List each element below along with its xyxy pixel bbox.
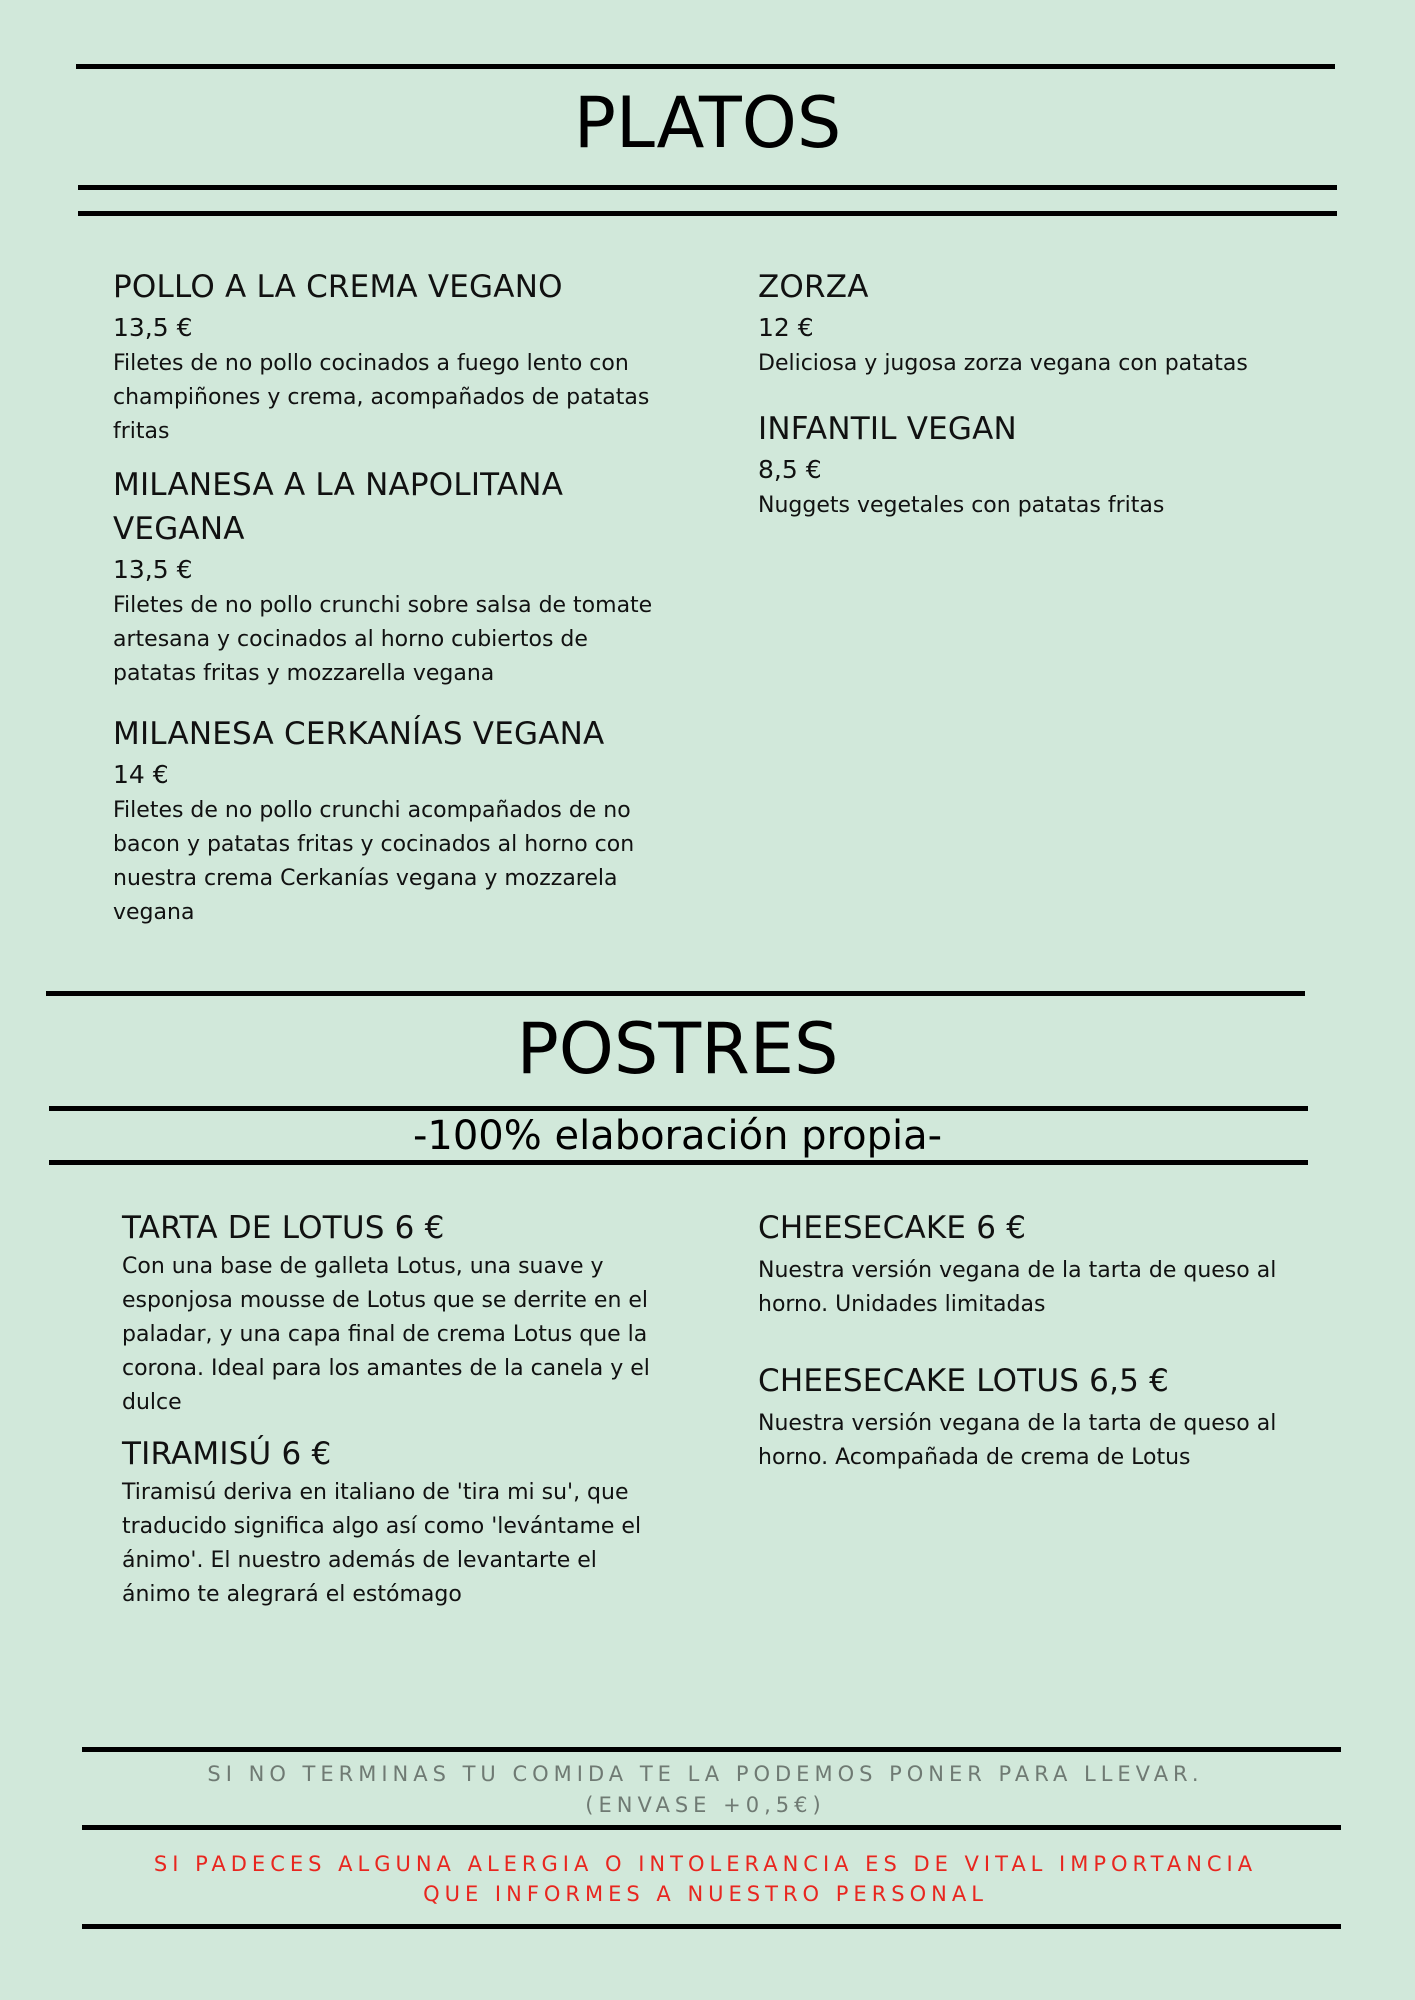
takeaway-notice-line-1: SI NO TERMINAS TU COMIDA TE LA PODEMOS PONER PARA LLEVAR. xyxy=(207,1762,1204,1786)
postres-item-tiramisu xyxy=(122,1432,662,1612)
postres-rule-2 xyxy=(49,1160,1308,1165)
dish-description: Filetes de no pollo crunchi sobre salsa de tomate artesana y cocinados al horno cubiertos de patatas fritas y mozzarella vegana xyxy=(113,593,653,686)
postres-top-rule xyxy=(46,991,1305,996)
allergy-notice-line-1: SI PADECES ALGUNA ALERGIA O INTOLERANCIA ES DE VITAL IMPORTANCIA xyxy=(153,1852,1258,1876)
dish-price: 13,5 € xyxy=(113,313,193,342)
dish-description: Filetes de no pollo crunchi acompañados de no bacon y patatas fritas y cocinados al horno con nuestra crema Cerkanías vegana y mozzarela vegana xyxy=(113,798,635,925)
dish-name: POLLO A LA CREMA VEGANO xyxy=(113,269,563,305)
platos-title: PLATOS xyxy=(573,82,842,164)
dish-name: INFANTIL VEGAN xyxy=(758,411,1017,447)
platos-item-milanesa-cerkanias xyxy=(113,712,653,930)
takeaway-notice-line-2: (ENVASE +0,5€) xyxy=(585,1793,826,1817)
postres-title: POSTRES xyxy=(516,1008,839,1090)
dessert-description: Con una base de galleta Lotus, una suave y esponjosa mousse de Lotus que se derrite en el paladar, y una capa final de crema Lotus que la corona. Ideal para los amantes de la canela y el dulce xyxy=(122,1254,650,1415)
platos-top-rule xyxy=(76,64,1335,69)
platos-item-zorza xyxy=(758,265,1318,381)
dessert-description: Nuestra versión vegana de la tarta de queso al horno. Acompañada de crema de Lotus xyxy=(758,1411,1277,1470)
dessert-name: TARTA DE LOTUS 6 € xyxy=(122,1210,445,1246)
dish-name: ZORZA xyxy=(758,269,869,305)
dessert-name: TIRAMISÚ 6 € xyxy=(122,1436,332,1472)
postres-item-cheesecake xyxy=(758,1206,1318,1322)
platos-item-infantil xyxy=(758,407,1318,523)
dessert-name: CHEESECAKE 6 € xyxy=(758,1210,1027,1246)
postres-subtitle: -100% elaboración propia- xyxy=(412,1113,943,1159)
footer-rule-2 xyxy=(82,1825,1341,1830)
footer-rule-1 xyxy=(82,1747,1341,1752)
platos-rule-2 xyxy=(78,211,1337,216)
dish-description: Nuggets vegetales con patatas fritas xyxy=(758,493,1165,518)
platos-item-pollo xyxy=(113,265,653,449)
dish-description: Filetes de no pollo cocinados a fuego lento con champiñones y crema, acompañados de patatas fritas xyxy=(113,351,650,444)
dish-name: MILANESA CERKANÍAS VEGANA xyxy=(113,716,605,752)
dish-price: 14 € xyxy=(113,760,169,789)
dish-price: 13,5 € xyxy=(113,555,193,584)
dish-description: Deliciosa y jugosa zorza vegana con patatas xyxy=(758,351,1248,376)
dish-price: 8,5 € xyxy=(758,455,822,484)
postres-item-cheesecake-lotus xyxy=(758,1359,1318,1475)
dessert-description: Nuestra versión vegana de la tarta de queso al horno. Unidades limitadas xyxy=(758,1258,1277,1317)
allergy-notice-line-2: QUE INFORMES A NUESTRO PERSONAL xyxy=(423,1882,988,1906)
footer-rule-3 xyxy=(82,1924,1341,1929)
dessert-name: CHEESECAKE LOTUS 6,5 € xyxy=(758,1363,1170,1399)
dish-name: MILANESA A LA NAPOLITANA VEGANA xyxy=(113,467,564,547)
platos-rule-1 xyxy=(78,185,1337,190)
platos-item-milanesa-napolitana xyxy=(113,463,653,691)
dessert-description: Tiramisú deriva en italiano de 'tira mi su', que traducido significa algo así como 'levántame el ánimo'. El nuestro además de levantarte el ánimo te alegrará el estómago xyxy=(122,1480,642,1607)
postres-item-tarta-lotus xyxy=(122,1206,662,1420)
dish-price: 12 € xyxy=(758,313,814,342)
